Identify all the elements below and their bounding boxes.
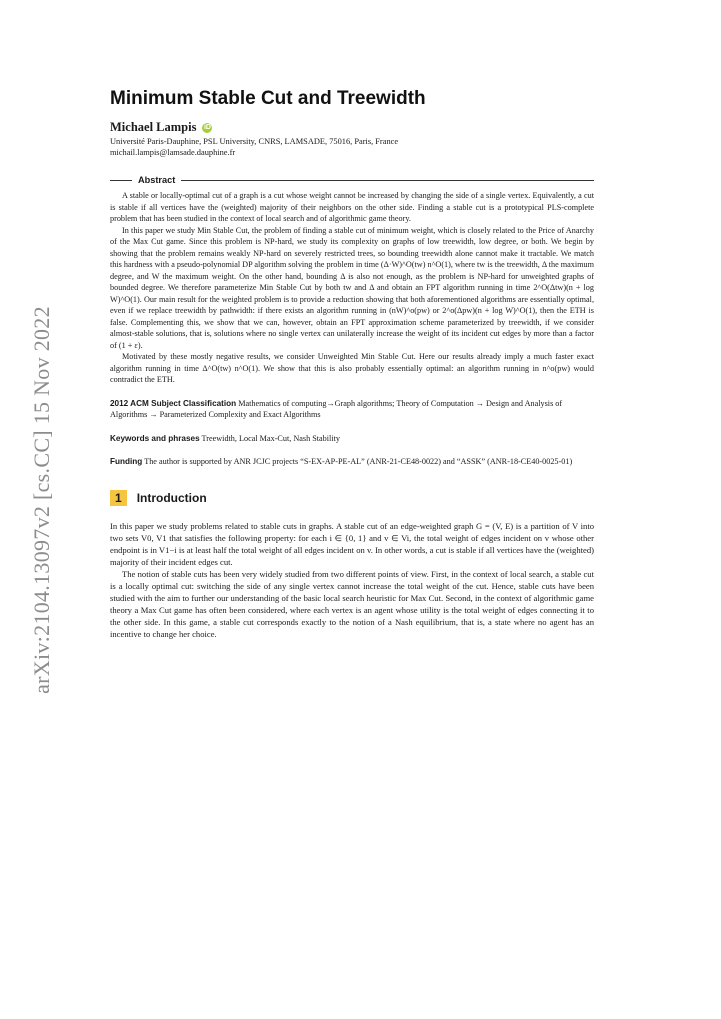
paper-title: Minimum Stable Cut and Treewidth [110,88,426,109]
author-line [110,120,594,135]
intro-paragraph-2: The notion of stable cuts has been very widely studied from two different points of view. First, in the context of local search, a stable cut is a locally optimal cut: switching the side of any single vertex cannot increase the total weight of the cut. Hence, stable cuts have been studied with the aim to further our understanding of the basic local search heuristic for Max Cut. Second, in the context of algorithmic game theory a Max Cut game has often been considered, where each vertex is an agent whose utility is the total weight of edges connecting it to the other side. In this game, a stable cut corresponds exactly to the notion of a Nash equilibrium, that is, a state where no agent has an incentive to change her choice. [110,568,594,639]
keywords [110,433,594,445]
funding-label: Funding [110,457,143,466]
funding [110,456,594,468]
arxiv-stamp [26,306,58,694]
affiliation: Université Paris-Dauphine, PSL University, CNRS, LAMSADE, 75016, Paris, France [110,137,399,146]
acm-label: 2012 ACM Subject Classification [110,398,237,408]
acm-classification [110,398,594,421]
abstract-body [110,190,594,386]
paper-page [110,88,594,640]
introduction-body [110,520,594,640]
author-name: Michael Lampis [110,120,197,134]
section-heading-introduction [110,490,594,506]
arxiv-stamp-text: arXiv:2104.13097v2 [cs.CC] 15 Nov 2022 [29,306,54,694]
section-number: 1 [110,490,127,506]
keywords-text: Treewidth, Local Max-Cut, Nash Stability [201,433,340,443]
intro-paragraph-1: In this paper we study problems related to stable cuts in graphs. A stable cut of an edge-weighted graph G = (V, E) is a partition of V into two sets V0, V1 that satisfies the following property: for each i ∈ {0, 1} and v ∈ Vi, the total weight of edges incident on v whose other endpoint is in V1−i is at least half the total weight of all edges incident on v. In other words, a cut is stable if all vertices have the (weighted) majority of their incident edges cut. [110,520,594,567]
section-title: Introduction [136,490,207,505]
abstract-heading [110,175,594,185]
orcid-icon[interactable]: iD [203,123,211,131]
abstract-paragraph-3: Motivated by these mostly negative results, we consider Unweighted Min Stable Cut. Here our results already imply a much faster exact algorithm running in time Δ^O(tw) n^O(1). We show that this is also probably essentially optimal: an algorithm running in n^o(pw) would contradict the ETH. [110,352,594,384]
abstract-rule-right [181,180,594,181]
abstract-rule-left [110,180,132,181]
abstract-paragraph-2: In this paper we study Min Stable Cut, the problem of finding a stable cut of minimum weight, which is closely related to the Price of Anarchy of the Max Cut game. Since this problem is NP-hard, we study its complexity on graphs of low treewidth, low degree, or both. We begin by showing that the problem remains weakly NP-hard on severely restricted trees, so bounding treewidth alone cannot make it tractable. We match this hardness with a pseudo-polynomial DP algorithm solving the problem in time (Δ·W)^O(tw) n^O(1), where tw is the treewidth, Δ the maximum degree, and W the maximum weight. On the other hand, bounding Δ is also not enough, as the problem is NP-hard for unweighted graphs of bounded degree. We therefore parameterize Min Stable Cut by both tw and Δ and obtain an FPT algorithm running in time 2^O(Δtw)(n + log W)^O(1). Our main result for the weighted problem is to provide a reduction showing that both aforementioned algorithms are essentially optimal, even if we replace treewidth by pathwidth: if there exists an algorithm running in (nW)^o(pw) or 2^o(Δpw)(n + log W)^O(1), then the ETH is false. Complementing this, we show that we can, however, obtain an FPT approximation scheme parameterized by treewidth, if we consider almost-stable solutions, that is, solutions where no single vertex can unilaterally increase the weight of its incident cut edges by more than a factor of (1 + ε). [110,225,594,350]
keywords-label: Keywords and phrases [110,433,200,443]
funding-text: The author is supported by ANR JCJC projects “S-EX-AP-PE-AL” (ANR-21-CE48-0022) and “ASSK” (ANR-18-CE40-0025-01) [144,457,573,466]
acm-text: Mathematics of computing→Graph algorithms; Theory of Computation → Design and Analysis of Algorithms → Parameterized Complexity and Exact Algorithms [110,398,563,419]
email[interactable]: michail.lampis@lamsade.dauphine.fr [110,148,236,157]
abstract-label: Abstract [138,175,176,185]
abstract-paragraph-1: A stable or locally-optimal cut of a graph is a cut whose weight cannot be increased by changing the side of a single vertex. Equivalently, a cut is stable if all vertices have the (weighted) majority of their neighbors on the other side. Finding a stable cut is a prototypical PLS-complete problem that has been studied in the context of local search and of algorithmic game theory. [110,191,594,223]
